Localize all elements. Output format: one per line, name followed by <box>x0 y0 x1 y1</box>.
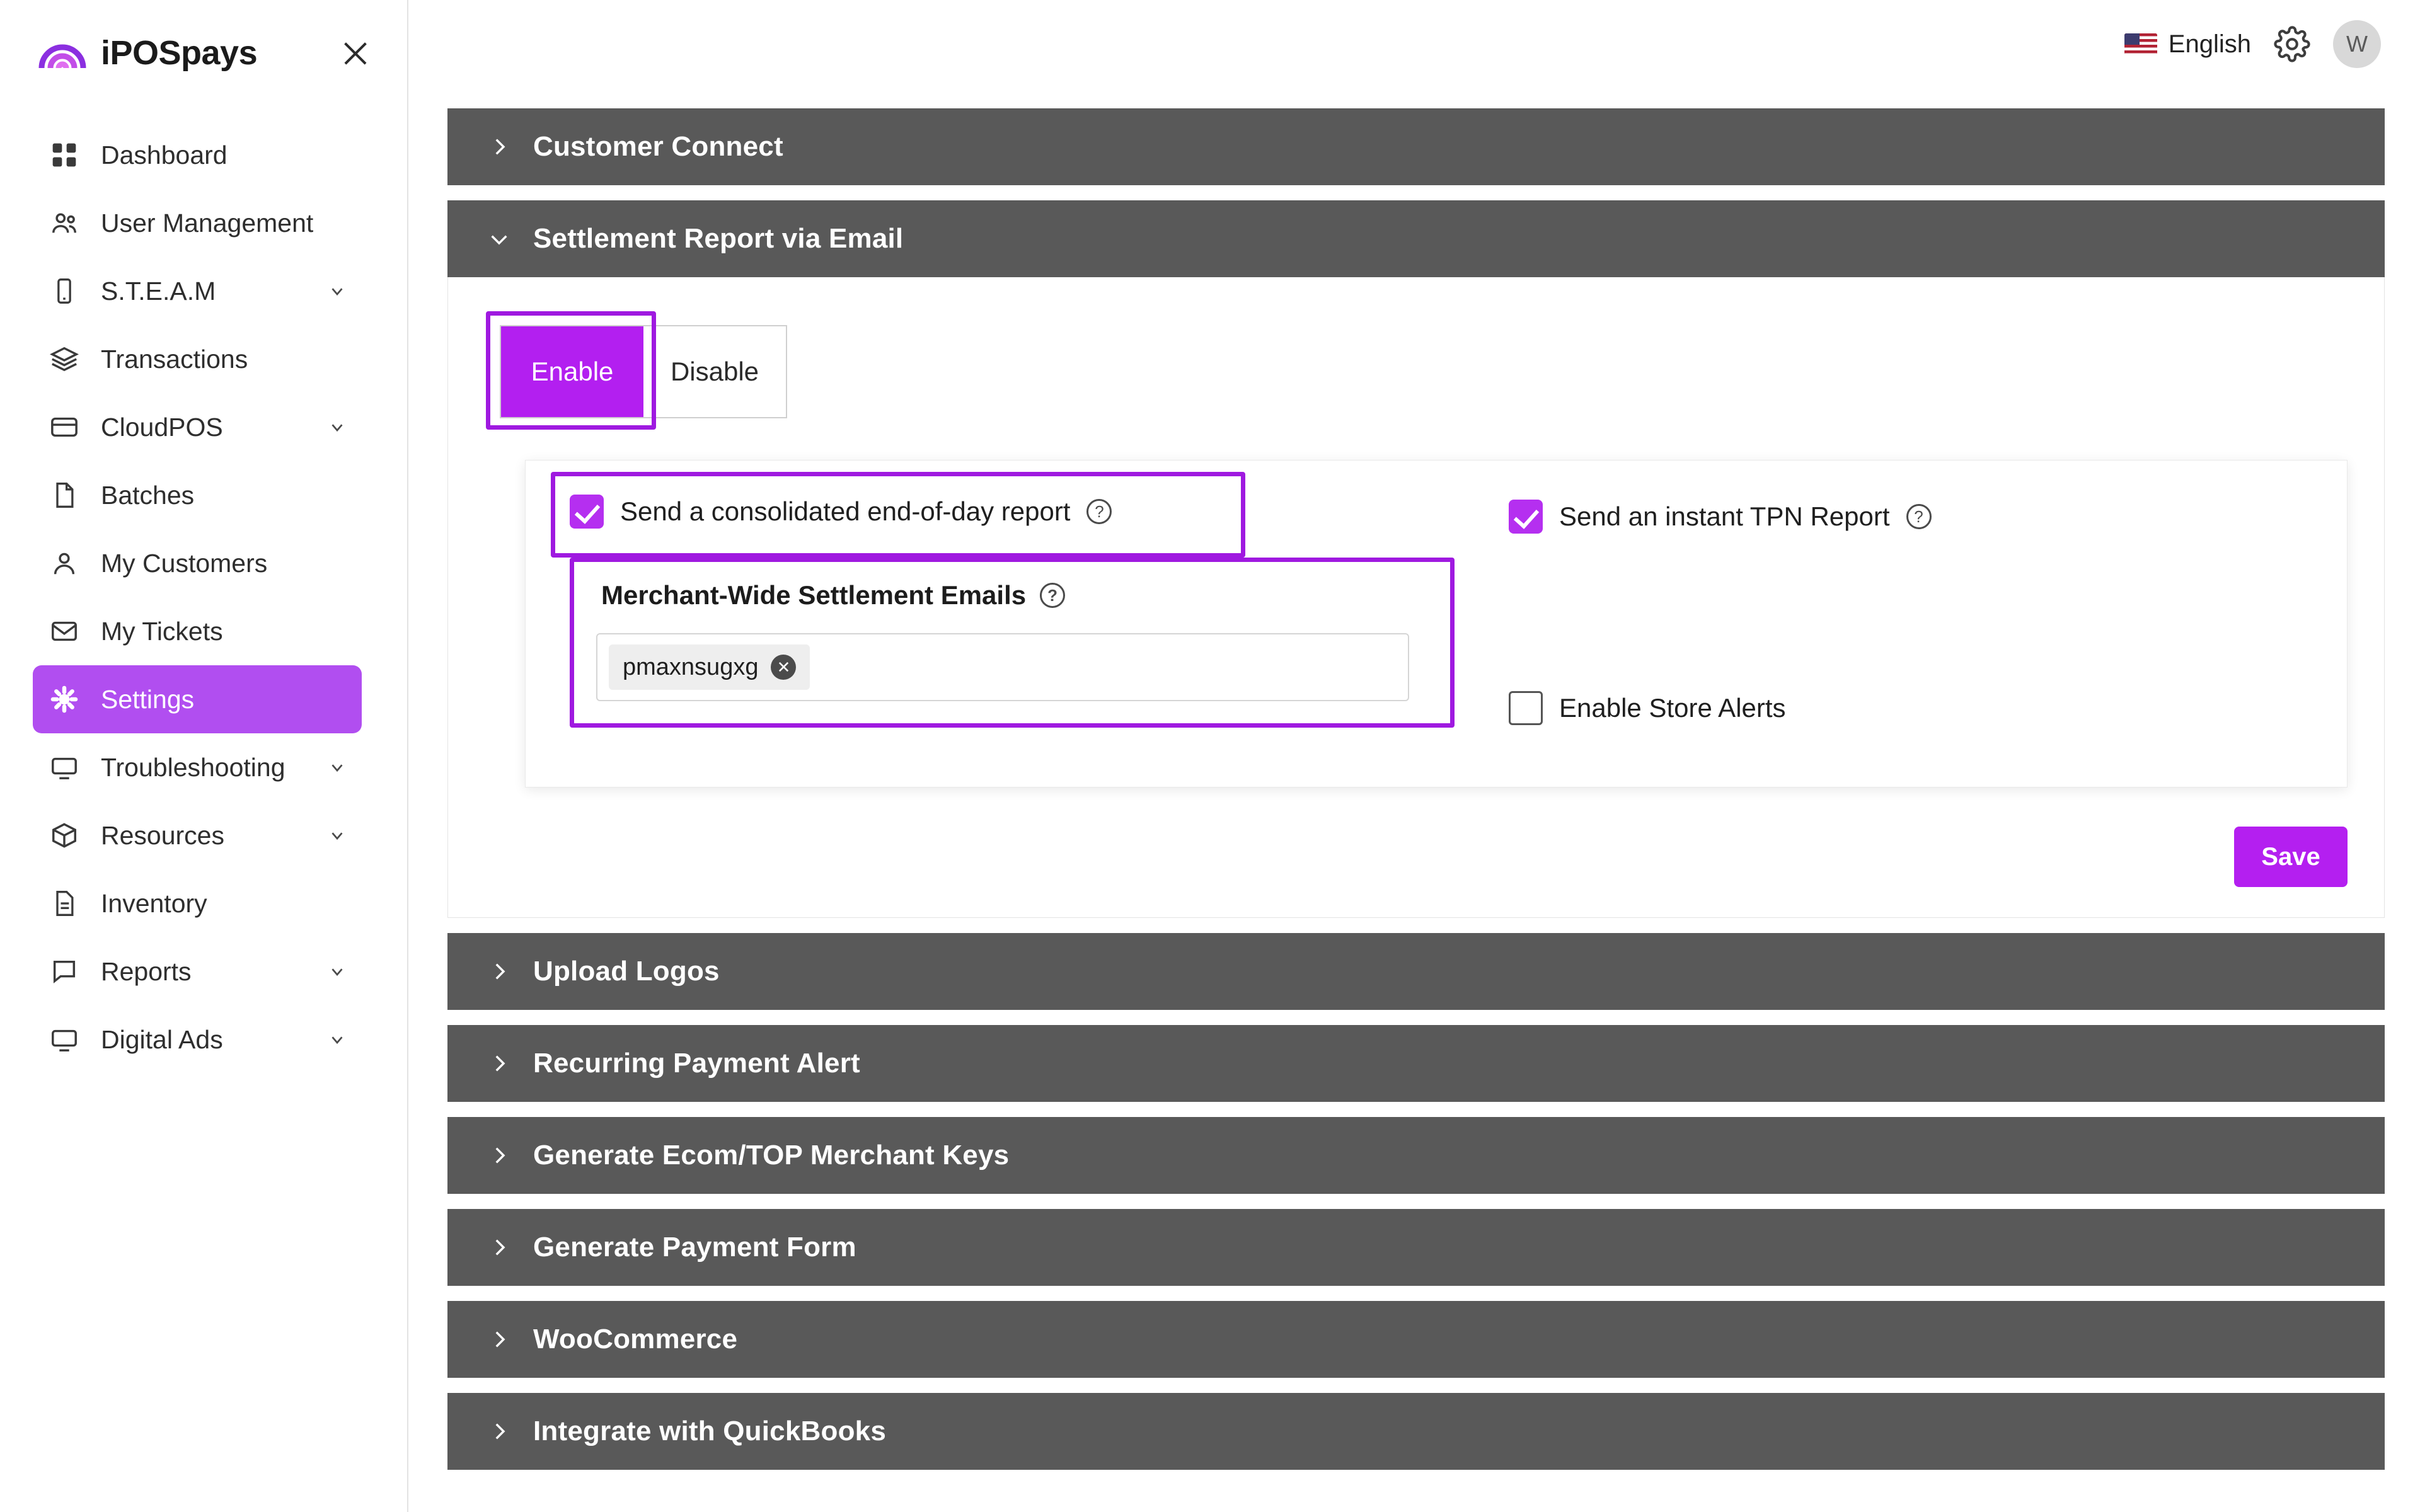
chevron-right-icon <box>487 1051 512 1076</box>
email-chip-label: pmaxnsugxg <box>623 653 759 680</box>
chevron-right-icon <box>487 1327 512 1352</box>
section-title: Integrate with QuickBooks <box>533 1416 886 1446</box>
sidebar-item-label: Troubleshooting <box>101 752 285 782</box>
instant-tpn-label: Send an instant TPN Report <box>1559 501 1890 531</box>
chevron-right-icon <box>487 1143 512 1168</box>
section-title: Upload Logos <box>533 956 720 987</box>
sidebar-item-resources[interactable] <box>33 801 362 869</box>
document-icon <box>47 886 82 921</box>
sidebar-item-my-customers[interactable] <box>33 529 362 597</box>
chevron-down-icon <box>487 226 512 251</box>
merchant-emails-title-row <box>596 580 1455 610</box>
language-selector[interactable] <box>2124 30 2251 59</box>
settlement-panel <box>447 277 2385 918</box>
avatar[interactable]: W <box>2333 20 2381 68</box>
sidebar-item-dashboard[interactable] <box>33 121 362 189</box>
sidebar-item-inventory[interactable] <box>33 869 362 937</box>
rainbow-arc-logo <box>38 30 87 76</box>
sidebar-item-label: Batches <box>101 480 195 510</box>
sidebar-item-cloudpos[interactable] <box>33 393 362 461</box>
monitor-ads-icon <box>47 1022 82 1057</box>
sidebar-item-label: Digital Ads <box>101 1024 223 1054</box>
section-title: WooCommerce <box>533 1324 738 1354</box>
section-title: Generate Ecom/TOP Merchant Keys <box>533 1140 1010 1171</box>
section-title: Generate Payment Form <box>533 1232 856 1263</box>
chevron-right-icon <box>487 134 512 159</box>
sidebar-item-label: My Tickets <box>101 616 223 646</box>
store-alerts-label: Enable Store Alerts <box>1559 693 1786 723</box>
person-icon <box>47 546 82 581</box>
options-left-column <box>570 495 1471 725</box>
sidebar-item-digital-ads[interactable] <box>33 1005 362 1074</box>
box-icon <box>47 818 82 853</box>
monitor-icon <box>47 750 82 785</box>
section-settlement-report[interactable] <box>447 200 2385 277</box>
gear-flower-icon <box>47 682 82 717</box>
chevron-right-icon <box>487 1419 512 1444</box>
close-icon[interactable] <box>338 35 373 71</box>
settings-content <box>408 88 2420 1470</box>
save-row <box>485 827 2348 887</box>
merchant-wide-emails-block <box>570 580 1455 701</box>
section-customer-connect[interactable] <box>447 108 2385 185</box>
chevron-down-icon[interactable] <box>326 961 348 982</box>
instant-tpn-checkbox[interactable] <box>1509 500 1543 534</box>
sidebar-item-settings[interactable] <box>33 665 362 733</box>
gear-icon[interactable] <box>2274 26 2310 62</box>
sidebar-item-label: Dashboard <box>101 140 228 169</box>
save-button[interactable]: Save <box>2234 827 2348 887</box>
store-alerts-row <box>1509 691 2303 725</box>
consolidated-report-row <box>570 495 1471 529</box>
section-title: Settlement Report via Email <box>533 223 904 254</box>
main-area <box>408 0 2420 1512</box>
options-columns <box>570 495 2303 725</box>
brand <box>38 30 257 76</box>
enable-button[interactable]: Enable <box>501 326 643 417</box>
chevron-down-icon[interactable] <box>326 1029 348 1050</box>
chevron-right-icon <box>487 959 512 984</box>
sidebar-item-user-management[interactable] <box>33 189 362 257</box>
brand-name: iPOSpays <box>101 34 258 72</box>
card-icon <box>47 410 82 445</box>
section-recurring-payment-alert[interactable] <box>447 1025 2385 1102</box>
sidebar-item-label: Transactions <box>101 344 248 374</box>
device-icon <box>47 273 82 309</box>
remove-chip-icon[interactable]: ✕ <box>771 655 796 680</box>
sidebar-header <box>0 0 407 106</box>
layers-icon <box>47 341 82 377</box>
sidebar-item-label: My Customers <box>101 548 268 578</box>
section-title: Recurring Payment Alert <box>533 1048 860 1079</box>
sidebar-item-transactions[interactable] <box>33 325 362 393</box>
grid-icon <box>47 137 82 173</box>
sidebar-item-label: Inventory <box>101 888 207 918</box>
options-right-column <box>1509 495 2303 725</box>
sidebar-item-label: User Management <box>101 208 314 238</box>
help-circle-icon[interactable]: ? <box>1040 583 1065 608</box>
section-upload-logos[interactable] <box>447 933 2385 1010</box>
section-woocommerce[interactable] <box>447 1301 2385 1378</box>
sidebar-item-batches[interactable] <box>33 461 362 529</box>
enable-disable-toggle <box>500 325 787 418</box>
email-chip <box>609 644 810 690</box>
sidebar-item-troubleshooting[interactable] <box>33 733 362 801</box>
chevron-down-icon[interactable] <box>326 280 348 302</box>
instant-tpn-row <box>1509 500 2303 534</box>
chevron-down-icon[interactable] <box>326 825 348 846</box>
sidebar-nav <box>0 106 407 1074</box>
merchant-emails-input[interactable] <box>596 633 1409 701</box>
sidebar-item-steam[interactable] <box>33 257 362 325</box>
sidebar-item-my-tickets[interactable] <box>33 597 362 665</box>
disable-button[interactable]: Disable <box>643 326 786 417</box>
segmented-control <box>500 325 787 418</box>
file-icon <box>47 478 82 513</box>
consolidated-report-label: Send a consolidated end-of-day report <box>620 496 1071 526</box>
chevron-right-icon <box>487 1235 512 1260</box>
topbar <box>408 0 2420 88</box>
chevron-down-icon[interactable] <box>326 757 348 778</box>
users-icon <box>47 205 82 241</box>
language-label: English <box>2168 30 2251 58</box>
sidebar-item-label: Settings <box>101 684 195 714</box>
merchant-emails-title: Merchant-Wide Settlement Emails <box>601 580 1027 610</box>
section-generate-merchant-keys[interactable] <box>447 1117 2385 1194</box>
us-flag-icon <box>2124 33 2157 55</box>
help-circle-icon[interactable]: ? <box>1086 499 1112 524</box>
inbox-icon <box>47 614 82 649</box>
sidebar <box>0 0 408 1512</box>
settlement-options-card <box>525 460 2348 788</box>
section-generate-payment-form[interactable] <box>447 1209 2385 1286</box>
sidebar-item-label: CloudPOS <box>101 412 223 442</box>
sidebar-item-label: S.T.E.A.M <box>101 276 216 306</box>
sidebar-item-label: Reports <box>101 956 192 986</box>
section-integrate-quickbooks[interactable] <box>447 1393 2385 1470</box>
section-title: Customer Connect <box>533 131 783 162</box>
sidebar-item-reports[interactable] <box>33 937 362 1005</box>
chevron-down-icon[interactable] <box>326 416 348 438</box>
sidebar-item-label: Resources <box>101 820 224 850</box>
store-alerts-checkbox[interactable] <box>1509 691 1543 725</box>
help-circle-icon[interactable]: ? <box>1906 504 1932 529</box>
chat-icon <box>47 954 82 989</box>
consolidated-report-checkbox[interactable] <box>570 495 604 529</box>
